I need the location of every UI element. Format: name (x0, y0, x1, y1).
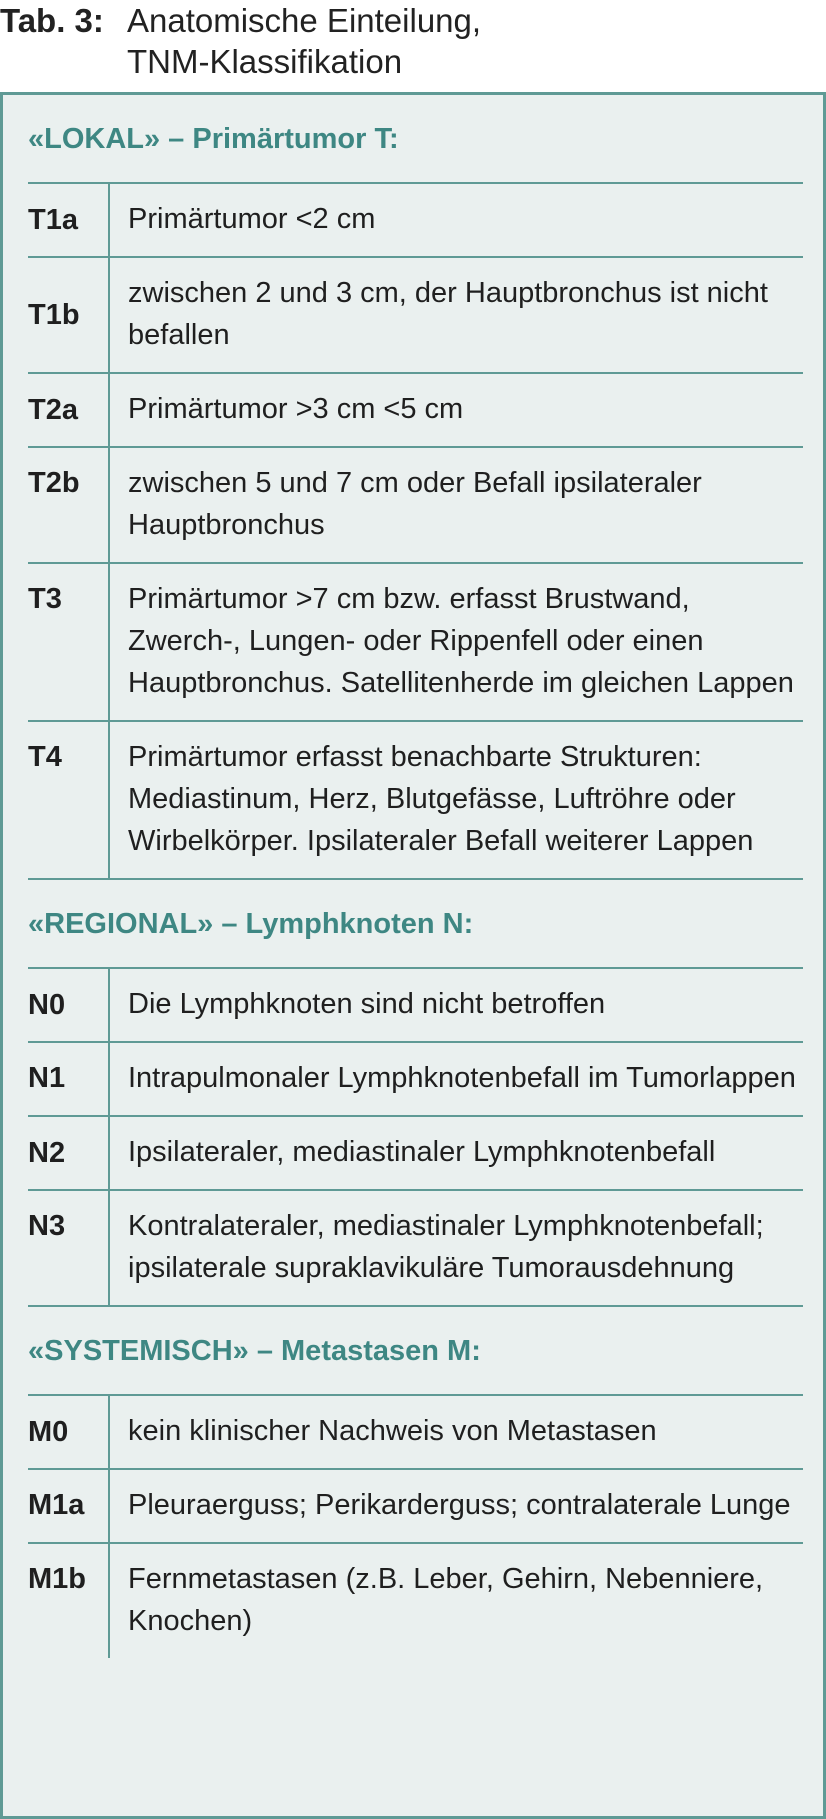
table-row (28, 448, 803, 564)
row-code: T2a (28, 374, 110, 446)
table-row (28, 1117, 803, 1191)
table-row (28, 184, 803, 258)
section-title-lokal: «LOKAL» – Primärtumor T: (28, 95, 803, 184)
row-code: M1b (28, 1544, 110, 1658)
row-description: Primärtumor <2 cm (128, 203, 376, 235)
table-row (28, 258, 803, 374)
row-code: N1 (28, 1043, 110, 1115)
table-row (28, 969, 803, 1043)
row-description: Ipsilateraler, mediastinaler Lymphknotenbefall (128, 1136, 716, 1168)
row-code: N3 (28, 1191, 110, 1305)
row-description: Primärtumor erfasst benachbarte Strukturen: Mediastinum, Herz, Blutgefässe, Luftröhre oder Wirbelkörper. Ipsilateraler Befall weiterer Lappen (128, 741, 754, 857)
row-code: T4 (28, 722, 110, 878)
row-code: M0 (28, 1396, 110, 1468)
section-title-systemisch: «SYSTEMISCH» – Metastasen M: (28, 1307, 803, 1396)
table-row (28, 1470, 803, 1544)
row-description: Intrapulmonaler Lymphknotenbefall im Tumorlappen (128, 1062, 796, 1094)
table-row (28, 564, 803, 722)
section-title-regional: «REGIONAL» – Lymphknoten N: (28, 880, 803, 969)
tnm-table (28, 95, 803, 1658)
row-code: T1a (28, 184, 110, 256)
table-row (28, 374, 803, 448)
row-code: T1b (28, 258, 110, 372)
table-caption (0, 0, 826, 92)
row-description: zwischen 5 und 7 cm oder Befall ipsilateraler Hauptbronchus (128, 467, 702, 541)
row-description: kein klinischer Nachweis von Metastasen (128, 1415, 657, 1447)
row-code: T2b (28, 448, 110, 562)
row-code: N2 (28, 1117, 110, 1189)
table-row (28, 1043, 803, 1117)
table-row (28, 1396, 803, 1470)
row-description: Primärtumor >3 cm <5 cm (128, 393, 464, 425)
row-description: Die Lymphknoten sind nicht betroffen (128, 988, 606, 1020)
table-row (28, 1544, 803, 1658)
row-description: Kontralateraler, mediastinaler Lymphknotenbefall; ipsilaterale supraklavikuläre Tumorausdehnung (128, 1210, 764, 1284)
row-code: M1a (28, 1470, 110, 1542)
row-description: zwischen 2 und 3 cm, der Hauptbronchus ist nicht befallen (128, 277, 768, 351)
tnm-table-panel (0, 92, 826, 1819)
row-code: T3 (28, 564, 110, 720)
table-row (28, 1191, 803, 1307)
row-code: N0 (28, 969, 110, 1041)
caption-label: Tab. 3: (0, 2, 104, 39)
row-description: Fernmetastasen (z.B. Leber, Gehirn, Nebenniere, Knochen) (128, 1563, 764, 1637)
row-description: Primärtumor >7 cm bzw. erfasst Brustwand, Zwerch-, Lungen- oder Rippenfell oder einen Hauptbronchus. Satellitenherde im gleichen Lappen (128, 583, 794, 699)
caption-title-line-1: Anatomische Einteilung, (127, 2, 482, 39)
table-row (28, 722, 803, 880)
row-description: Pleuraerguss; Perikarderguss; contralaterale Lunge (128, 1489, 791, 1521)
caption-title-line-2: TNM-Klassifikation (127, 43, 403, 80)
